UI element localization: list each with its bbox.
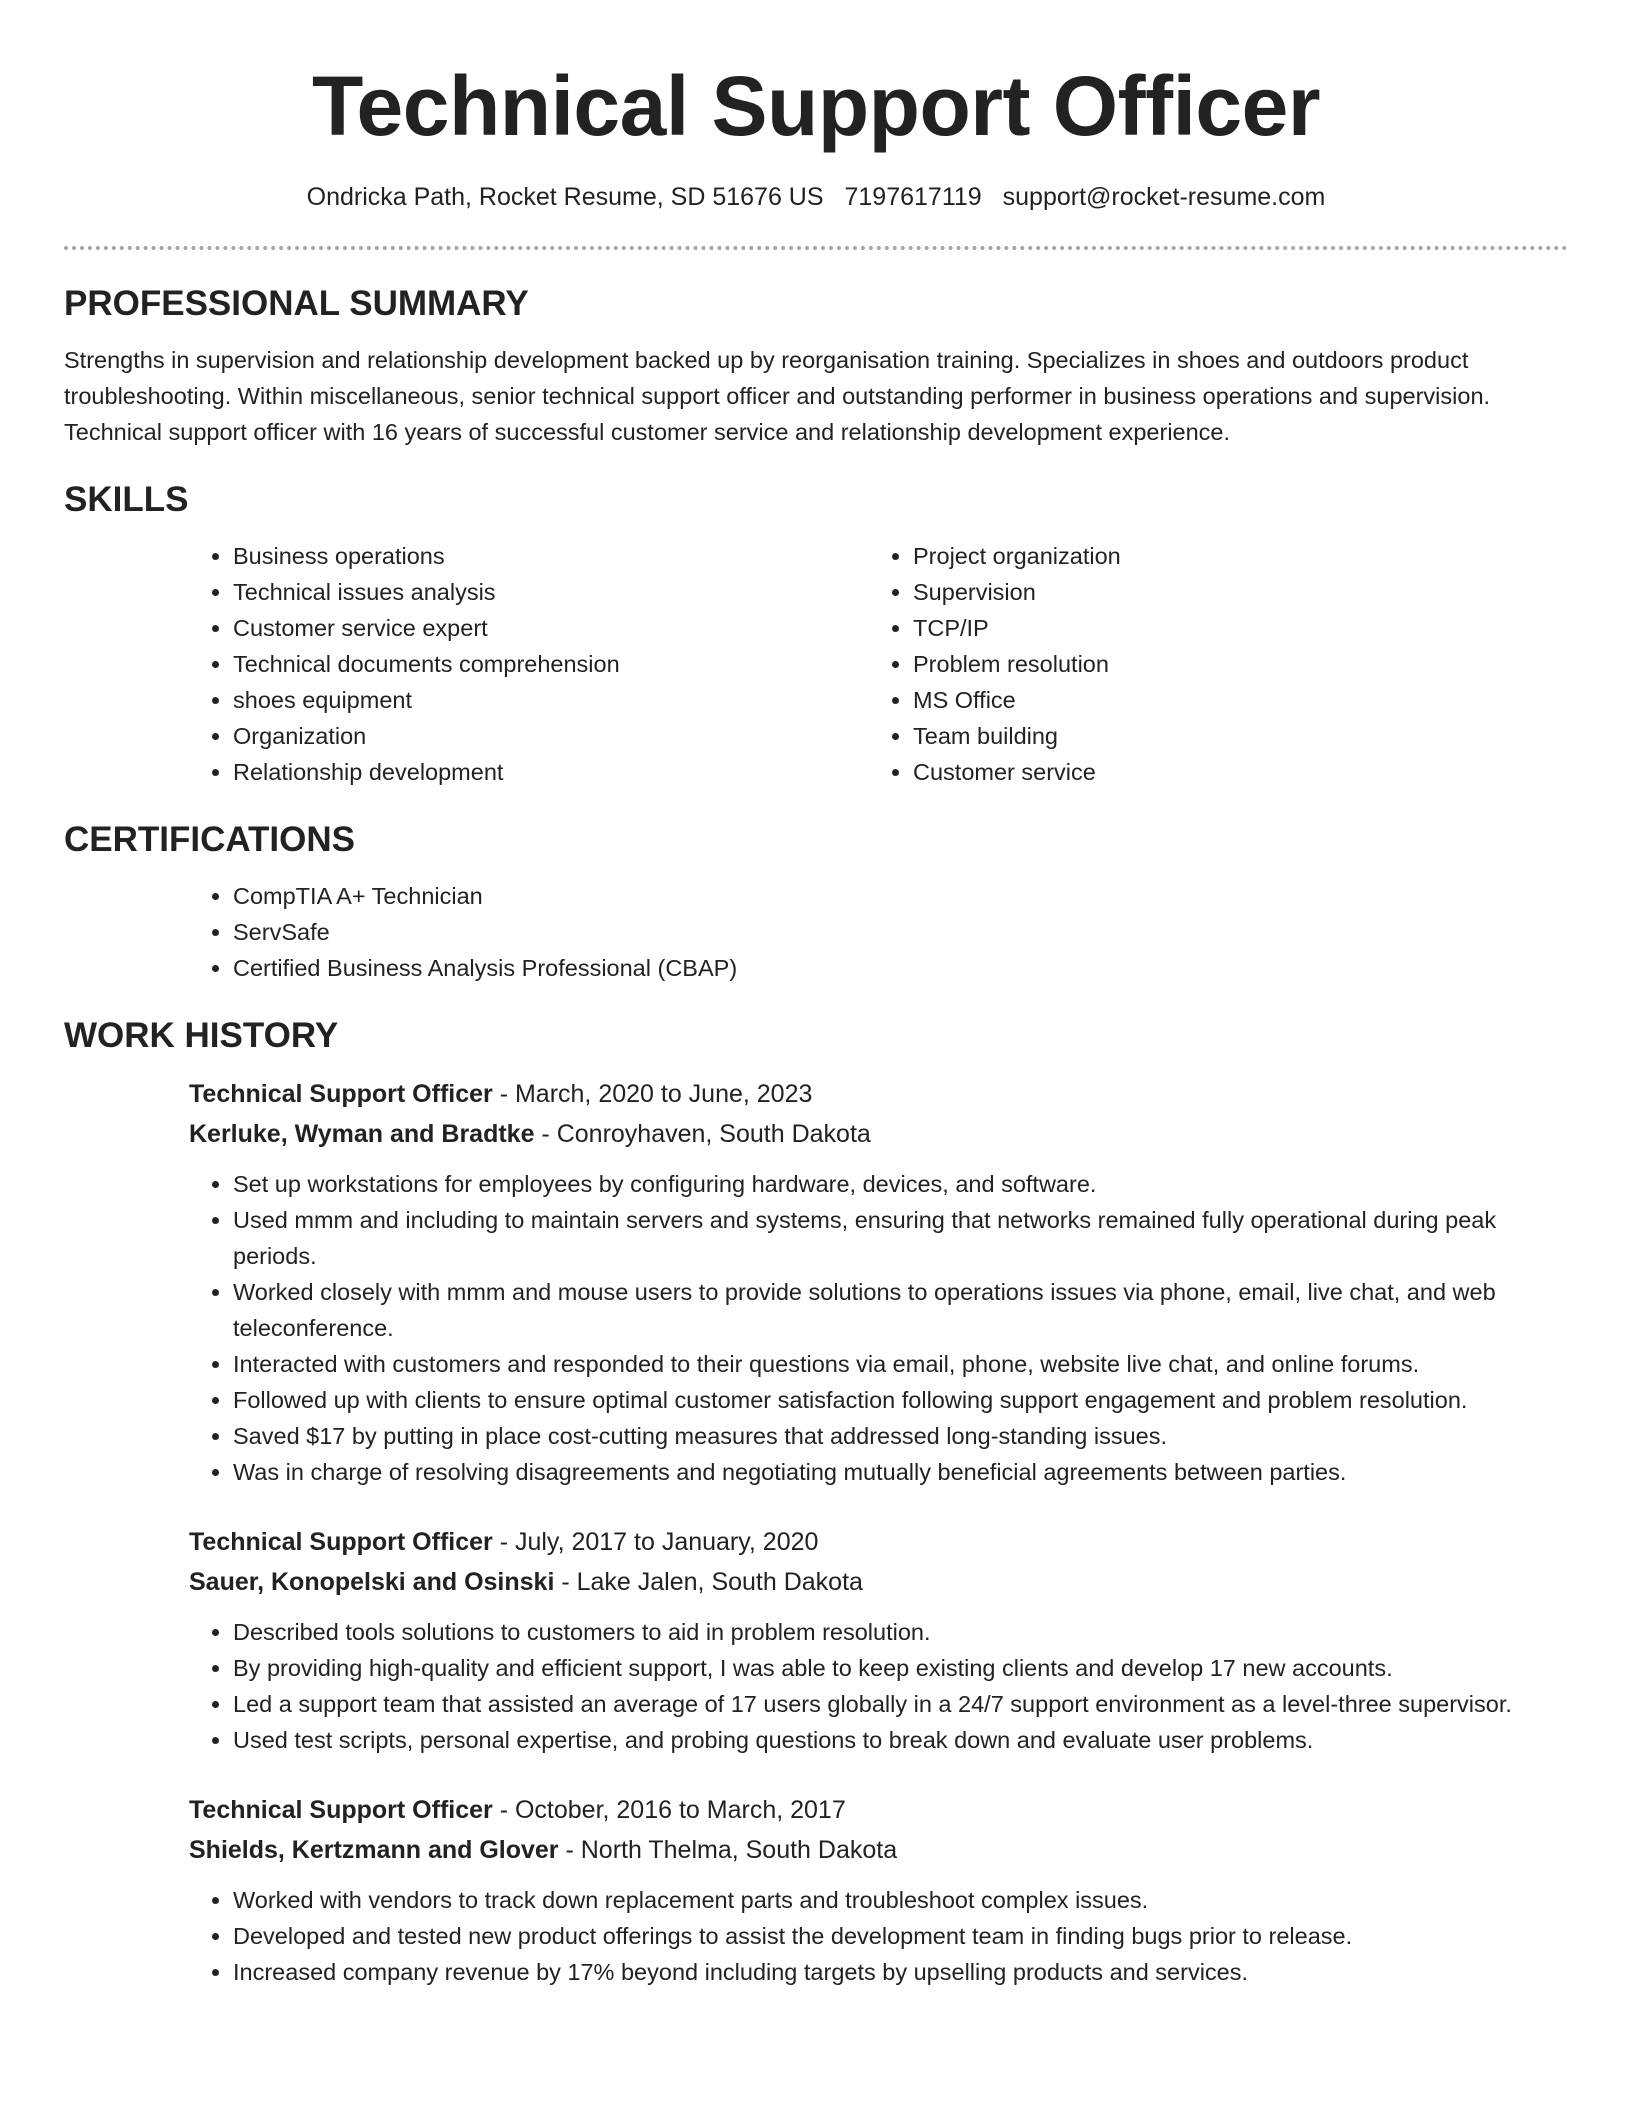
- skill-item: • Technical documents comprehension: [233, 646, 869, 682]
- job-bullet: • Interacted with customers and responded to their questions via email, phone, website live chat, and online forums.: [233, 1346, 1568, 1382]
- job-dates: - July, 2017 to January, 2020: [492, 1528, 819, 1556]
- skill-item: • Customer service: [913, 754, 1549, 790]
- job-bullets: [189, 1614, 1568, 1758]
- skill-item: • Customer service expert: [233, 610, 869, 646]
- skill-item: • Team building: [913, 718, 1549, 754]
- skill-item: • Business operations: [233, 538, 869, 574]
- job-company-line: [189, 1114, 1568, 1154]
- job-bullet: • Led a support team that assisted an average of 17 users globally in a 24/7 support environment as a level-three supervisor.: [233, 1686, 1568, 1722]
- contact-phone: 7197617119: [844, 183, 982, 211]
- job-dates: - March, 2020 to June, 2023: [492, 1080, 813, 1108]
- job-bullet: • Described tools solutions to customers to aid in problem resolution.: [233, 1614, 1568, 1650]
- certifications-list: [189, 878, 1568, 986]
- job-title: Technical Support Officer: [189, 1528, 493, 1556]
- job-bullets: [189, 1882, 1568, 1990]
- skills-grid: [189, 538, 1568, 790]
- skills-list-right: [869, 538, 1549, 790]
- resume-header: [64, 0, 1568, 214]
- certifications-body: [189, 878, 1568, 986]
- skill-item: • Technical issues analysis: [233, 574, 869, 610]
- job-bullets: [189, 1166, 1568, 1490]
- skill-item: • Relationship development: [233, 754, 869, 790]
- skill-item: • TCP/IP: [913, 610, 1549, 646]
- job-title-line: [189, 1074, 1568, 1114]
- job-entry: [189, 1790, 1568, 1990]
- skills-column-left: [189, 538, 869, 790]
- job-location: - North Thelma, South Dakota: [558, 1836, 898, 1864]
- job-company-line: [189, 1830, 1568, 1870]
- summary-heading: PROFESSIONAL SUMMARY: [64, 284, 529, 323]
- resume-name: Technical Support Officer: [311, 59, 1321, 153]
- job-bullet: • Worked closely with mmm and mouse users to provide solutions to operations issues via phone, email, live chat, and web teleconference.: [233, 1274, 1568, 1346]
- skills-section: [64, 480, 1568, 790]
- job-company: Sauer, Konopelski and Osinski: [189, 1568, 555, 1596]
- contact-address: Ondricka Path, Rocket Resume, SD 51676 US: [306, 183, 824, 211]
- skill-item: • Organization: [233, 718, 869, 754]
- job-title: Technical Support Officer: [189, 1080, 493, 1108]
- certification-item: • Certified Business Analysis Professional (CBAP): [233, 950, 1568, 986]
- job-company: Shields, Kertzmann and Glover: [189, 1836, 559, 1864]
- skills-heading: SKILLS: [64, 480, 189, 519]
- skill-item: • Project organization: [913, 538, 1549, 574]
- job-title: Technical Support Officer: [189, 1796, 493, 1824]
- job-bullet: • Set up workstations for employees by configuring hardware, devices, and software.: [233, 1166, 1568, 1202]
- job-location: - Conroyhaven, South Dakota: [534, 1120, 871, 1148]
- job-bullet: • Followed up with clients to ensure optimal customer satisfaction following support engagement and problem resolution.: [233, 1382, 1568, 1418]
- contact-email: support@rocket-resume.com: [1002, 183, 1326, 211]
- certifications-section: [64, 820, 1568, 986]
- skill-item: • MS Office: [913, 682, 1549, 718]
- skills-list-left: [189, 538, 869, 790]
- job-bullet: • Was in charge of resolving disagreements and negotiating mutually beneficial agreements between parties.: [233, 1454, 1568, 1490]
- summary-section: [64, 284, 1568, 450]
- job-entry: [189, 1074, 1568, 1490]
- certification-item: • ServSafe: [233, 914, 1568, 950]
- job-bullet: • Used test scripts, personal expertise, and probing questions to break down and evaluate user problems.: [233, 1722, 1568, 1758]
- job-bullet: • Increased company revenue by 17% beyond including targets by upselling products and services.: [233, 1954, 1568, 1990]
- job-bullet: • By providing high-quality and efficient support, I was able to keep existing clients and develop 17 new accounts.: [233, 1650, 1568, 1686]
- work-history-heading: WORK HISTORY: [64, 1016, 339, 1055]
- job-dates: - October, 2016 to March, 2017: [492, 1796, 846, 1824]
- job-bullet: • Developed and tested new product offerings to assist the development team in finding bugs prior to release.: [233, 1918, 1568, 1954]
- skills-column-right: [869, 538, 1549, 790]
- job-title-line: [189, 1522, 1568, 1562]
- work-history-section: [64, 1016, 1568, 1990]
- job-bullet: • Saved $17 by putting in place cost-cutting measures that addressed long-standing issues.: [233, 1418, 1568, 1454]
- job-company-line: [189, 1562, 1568, 1602]
- job-entry: [189, 1522, 1568, 1758]
- skill-item: • Supervision: [913, 574, 1549, 610]
- contact-line: [64, 180, 1568, 214]
- job-bullet: • Used mmm and including to maintain servers and systems, ensuring that networks remained fully operational during peak periods.: [233, 1202, 1568, 1274]
- header-divider: [64, 246, 1568, 250]
- skill-item: • shoes equipment: [233, 682, 869, 718]
- certification-item: • CompTIA A+ Technician: [233, 878, 1568, 914]
- certifications-heading: CERTIFICATIONS: [64, 820, 356, 859]
- job-location: - Lake Jalen, South Dakota: [554, 1568, 863, 1596]
- job-company: Kerluke, Wyman and Bradtke: [189, 1120, 535, 1148]
- summary-text: Strengths in supervision and relationship development backed up by reorganisation training. Specializes in shoes and outdoors product troubleshooting. Within miscellaneous, senior technical support officer and outstanding performer in business operations and supervision. Technical support officer with 16 years of successful customer service and relationship development experience.: [64, 347, 1491, 445]
- job-title-line: [189, 1790, 1568, 1830]
- job-bullet: • Worked with vendors to track down replacement parts and troubleshoot complex issues.: [233, 1882, 1568, 1918]
- skill-item: • Problem resolution: [913, 646, 1549, 682]
